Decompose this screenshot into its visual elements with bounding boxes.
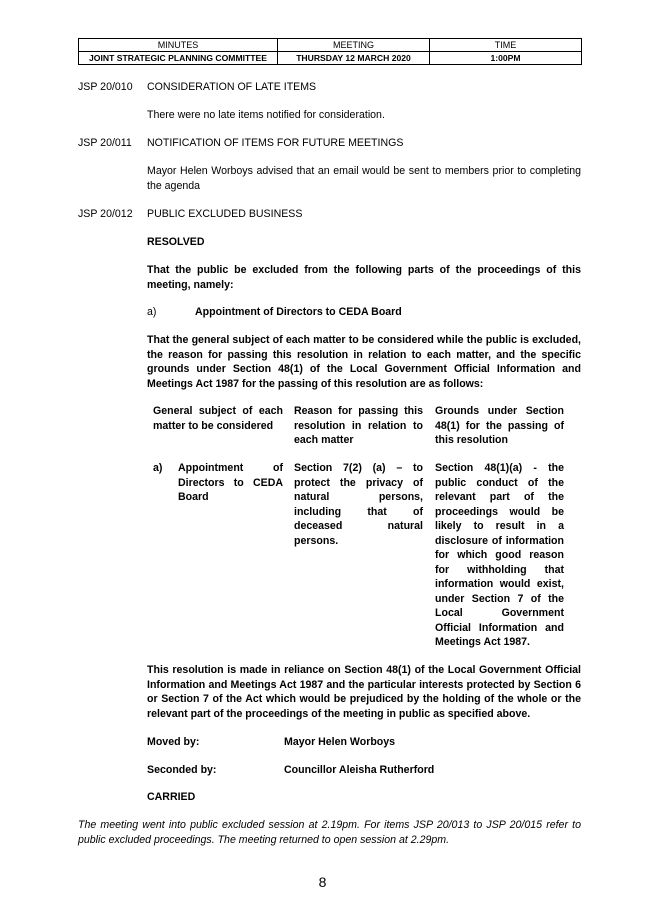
item-number: JSP 20/012: [78, 208, 133, 220]
item-title: PUBLIC EXCLUDED BUSINESS: [147, 208, 303, 220]
table-cell-subject: Appointment of Directors to CEDA Board: [178, 462, 283, 503]
item-title: CONSIDERATION OF LATE ITEMS: [147, 81, 317, 93]
header-table: [78, 38, 582, 65]
header-date: THURSDAY 12 MARCH 2020: [278, 52, 430, 65]
table-header-grounds: Grounds under Section 48(1) for the passing of this resolution: [435, 405, 564, 446]
header-col-meeting: MEETING: [278, 39, 430, 52]
page-number: 8: [318, 874, 327, 890]
table-row-marker: a): [153, 462, 163, 474]
header-time: 1:00PM: [430, 52, 582, 65]
seconded-value: Councillor Aleisha Rutherford: [284, 764, 435, 776]
item-title: NOTIFICATION OF ITEMS FOR FUTURE MEETINGS: [147, 137, 404, 149]
moved-label: Moved by:: [147, 736, 200, 748]
table-header-reason: Reason for passing this resolution in relation to each matter: [294, 405, 423, 446]
header-col-time: TIME: [430, 39, 582, 52]
table-header-subject: General subject of each matter to be considered: [153, 405, 283, 432]
item-body: There were no late items notified for consideration.: [147, 109, 385, 121]
header-col-minutes: MINUTES: [79, 39, 278, 52]
grounds-text: That the general subject of each matter to be considered while the public is excluded, the reason for passing this resolution in relation to each matter, and the specific grounds under Section 48(1) of the Local Government Official Information and Meetings Act 1987 for the passing of this resolution are as follows:: [147, 334, 581, 390]
list-item: Appointment of Directors to CEDA Board: [195, 306, 402, 318]
session-note: The meeting went into public excluded session at 2.19pm. For items JSP 20/013 to JSP 20/015 refer to public excluded proceedings. The meeting returned to open session at 2.29pm.: [78, 819, 581, 846]
resolution-intro: That the public be excluded from the following parts of the proceedings of this meeting, namely:: [147, 264, 581, 291]
reliance-text: This resolution is made in reliance on Section 48(1) of the Local Government Official Information and Meetings Act 1987 and the particular interests protected by Section 6 or Section 7 of the Act which would be prejudiced by the holding of the whole or the relevant part of the proceedings of the meeting in public as specified above.: [147, 664, 581, 720]
resolved-heading: RESOLVED: [147, 236, 205, 248]
seconded-label: Seconded by:: [147, 764, 217, 776]
item-number: JSP 20/010: [78, 81, 133, 93]
table-cell-reason: Section 7(2) (a) – to protect the privacy of natural persons, including that of deceased natural persons.: [294, 462, 423, 547]
moved-value: Mayor Helen Worboys: [284, 736, 396, 748]
header-committee: JOINT STRATEGIC PLANNING COMMITTEE: [79, 52, 278, 65]
item-number: JSP 20/011: [78, 137, 132, 149]
table-cell-grounds: Section 48(1)(a) - the public conduct of the relevant part of the proceedings would be likely to result in a disclosure of information for which good reason for withholding that information would exist, under Section 7 of the Local Government Official Information and Meetings Act 1987.: [435, 462, 564, 648]
item-body: Mayor Helen Worboys advised that an email would be sent to members prior to completing the agenda: [147, 165, 581, 192]
list-marker: a): [147, 306, 157, 318]
carried-text: CARRIED: [147, 791, 196, 803]
